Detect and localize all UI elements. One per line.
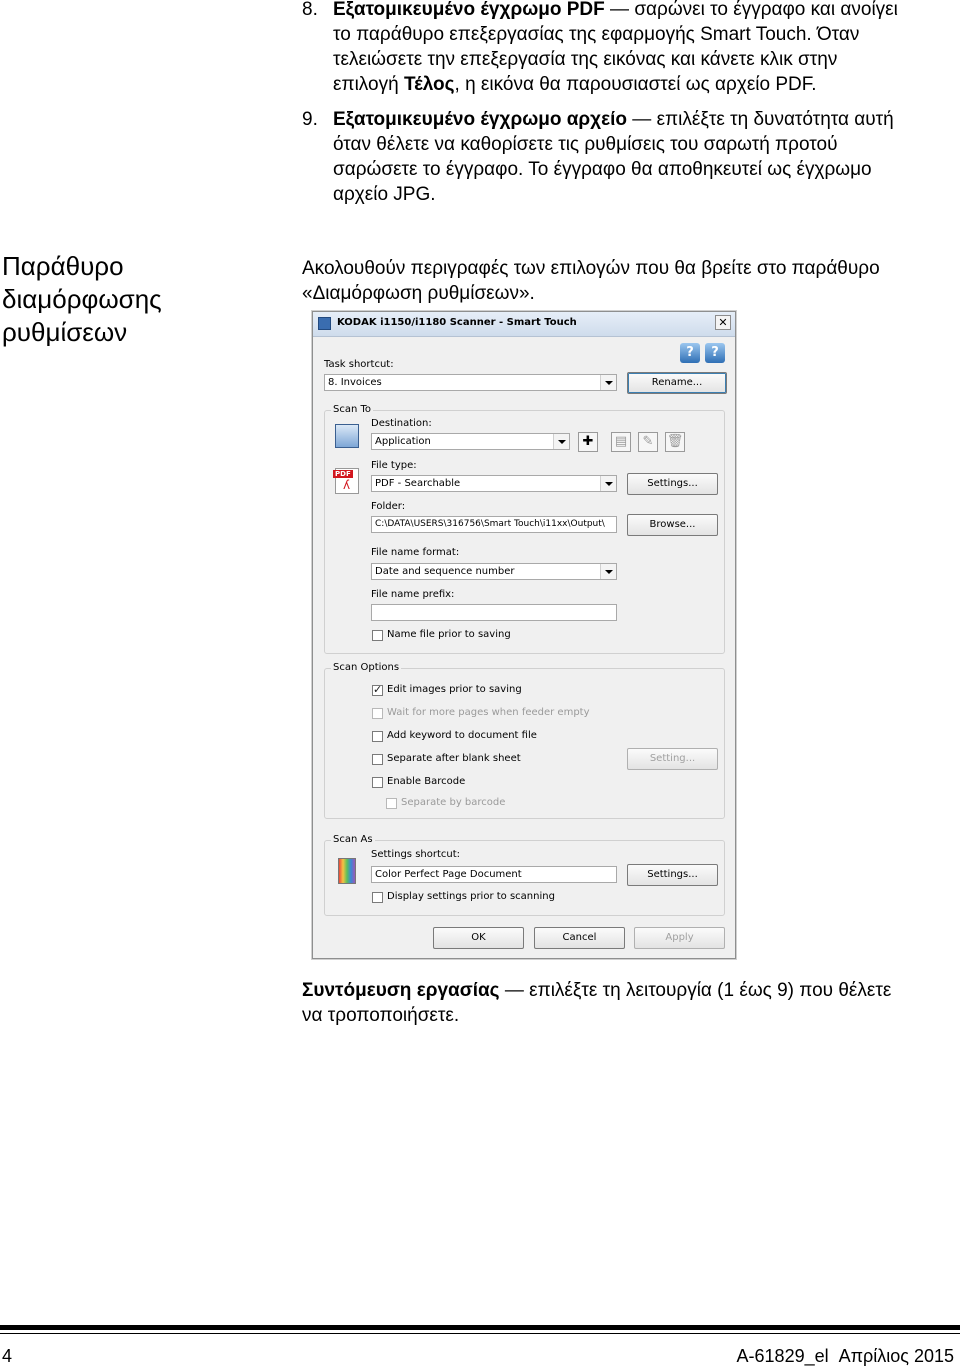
separate-settings-button[interactable]: Setting... [627,748,718,770]
folder-label: Folder: [371,501,406,512]
name-file-prior-checkbox[interactable] [372,630,383,641]
section-heading-line1: Παράθυρο [2,251,124,281]
file-name-format-select[interactable] [371,563,617,580]
rename-button[interactable]: Rename... [627,372,727,394]
item-8-line2: το παράθυρο επεξεργασίας της εφαρμογής Smart Touch. Όταν [333,24,860,45]
scan-as-settings-button[interactable]: Settings... [627,864,718,886]
file-type-settings-button[interactable]: Settings... [627,473,718,495]
chevron-down-icon[interactable] [600,375,616,390]
section-heading-line2: διαμόρφωσης [2,284,162,314]
acrobat-logo-icon: ʎ [343,478,351,492]
file-name-format-label: File name format: [371,547,460,558]
destination-select[interactable] [371,433,570,450]
document-id: A-61829_el Απρίλιος 2015 [736,1346,954,1366]
color-settings-icon [338,858,356,884]
separate-barcode-label: Separate by barcode [401,797,506,808]
intro-line2: «Διαμόρφωση ρυθμίσεων». [302,283,535,304]
close-button[interactable]: ✕ [715,315,731,330]
separate-barcode-checkbox[interactable] [386,798,397,809]
wait-more-pages-checkbox[interactable] [372,708,383,719]
task-shortcut-label: Task shortcut: [324,359,394,370]
intro-text [302,256,952,306]
file-type-select[interactable] [371,475,617,492]
task-shortcut-line2: να τροποποιήσετε. [302,1005,460,1026]
task-shortcut-term: Συντόμευση εργασίας [302,980,500,1001]
item-8-title: Εξατομικευμένο έγχρωμο PDF [333,0,605,20]
section-heading [2,250,202,349]
dialog-titlebar [313,312,735,337]
scan-options-legend: Scan Options [333,662,400,673]
scan-to-legend: Scan To [333,404,372,415]
apply-button[interactable]: Apply [634,927,725,949]
item-9-line4: αρχείο JPG. [333,184,436,205]
item-8-number: 8. [302,0,318,20]
chevron-down-icon[interactable] [553,434,569,449]
folder-input[interactable]: C:\DATA\USERS\316756\Smart Touch\i11xx\Output\ [371,516,617,533]
item-8-line4-post: , η εικόνα θα παρουσιαστεί ως αρχείο PDF. [454,74,817,95]
footer-rule-thin [0,1333,960,1334]
scan-as-legend: Scan As [333,834,373,845]
smart-touch-dialog [312,311,736,959]
item-9-title: Εξατομικευμένο έγχρωμο αρχείο [333,109,628,130]
pdf-file-icon [335,468,359,494]
display-settings-label: Display settings prior to scanning [387,891,555,902]
add-keyword-checkbox[interactable] [372,731,383,742]
save-destination-icon[interactable]: ▤ [611,432,631,452]
help-pointer-icon[interactable]: ? [680,343,700,363]
chevron-down-icon[interactable] [600,476,616,491]
file-type-value: PDF - Searchable [375,478,461,489]
edit-images-label: Edit images prior to saving [387,684,522,695]
item-8-line3: τελειώσετε την επεξεργασία της εικόνας και κάνετε κλικ στην [333,49,838,70]
task-shortcut-value: 8. Invoices [328,377,382,388]
dialog-title: KODAK i1150/i1180 Scanner - Smart Touch [337,317,577,328]
intro-line1: Ακολουθούν περιγραφές των επιλογών που θα βρείτε στο παράθυρο [302,258,880,279]
item-8-line4-pre: επιλογή [333,74,404,95]
file-name-format-value: Date and sequence number [375,566,515,577]
add-destination-icon[interactable]: ✚ [578,432,598,452]
enable-barcode-checkbox[interactable] [372,777,383,788]
separate-blank-checkbox[interactable] [372,754,383,765]
settings-shortcut-label: Settings shortcut: [371,849,461,860]
task-shortcut-select[interactable] [324,374,617,391]
cancel-button[interactable]: Cancel [534,927,625,949]
enable-barcode-label: Enable Barcode [387,776,466,787]
task-shortcut-text: — επιλέξτε τη λειτουργία (1 έως 9) που θέλετε [499,980,892,1001]
display-settings-checkbox[interactable] [372,892,383,903]
destination-value: Application [375,436,431,447]
footer-rule-thick [0,1325,960,1330]
item-9-line2: όταν θέλετε να καθορίσετε τις ρυθμίσεις του σαρωτή προτού [333,134,838,155]
item-9-number: 9. [302,109,318,130]
scan-options-group [324,662,725,819]
item-9 [302,107,952,207]
pdf-badge: PDF [335,470,351,478]
item-9-line3: σαρώσετε το έγγραφο. Το έγγραφο θα αποθηκευτεί ως έγχρωμο [333,159,872,180]
application-icon [335,424,359,448]
file-name-prefix-input[interactable] [371,604,617,621]
file-name-prefix-label: File name prefix: [371,589,455,600]
task-shortcut-description [302,978,952,1028]
add-keyword-label: Add keyword to document file [387,730,537,741]
section-heading-line3: ρυθμίσεων [2,317,128,347]
browse-button[interactable]: Browse... [627,514,718,536]
chevron-down-icon[interactable] [600,564,616,579]
file-type-label: File type: [371,460,417,471]
delete-destination-icon[interactable]: 🗑 [665,432,685,452]
help-icon[interactable]: ? [705,343,725,363]
settings-shortcut-field[interactable]: Color Perfect Page Document [371,866,617,883]
separate-blank-label: Separate after blank sheet [387,753,521,764]
ok-button[interactable]: OK [433,927,524,949]
page-number: 4 [2,1346,13,1366]
item-9-text: — επιλέξτε τη δυνατότητα αυτή [627,109,894,130]
name-file-prior-label: Name file prior to saving [387,629,511,640]
destination-label: Destination: [371,418,432,429]
item-8 [302,0,952,97]
item-8-text: — σαρώνει το έγγραφο και ανοίγει [604,0,898,20]
app-icon [318,317,331,330]
edit-images-checkbox[interactable] [372,685,383,696]
item-8-line4-bold: Τέλος [403,74,455,95]
wait-more-pages-label: Wait for more pages when feeder empty [387,707,590,718]
edit-destination-icon[interactable]: ✎ [638,432,658,452]
